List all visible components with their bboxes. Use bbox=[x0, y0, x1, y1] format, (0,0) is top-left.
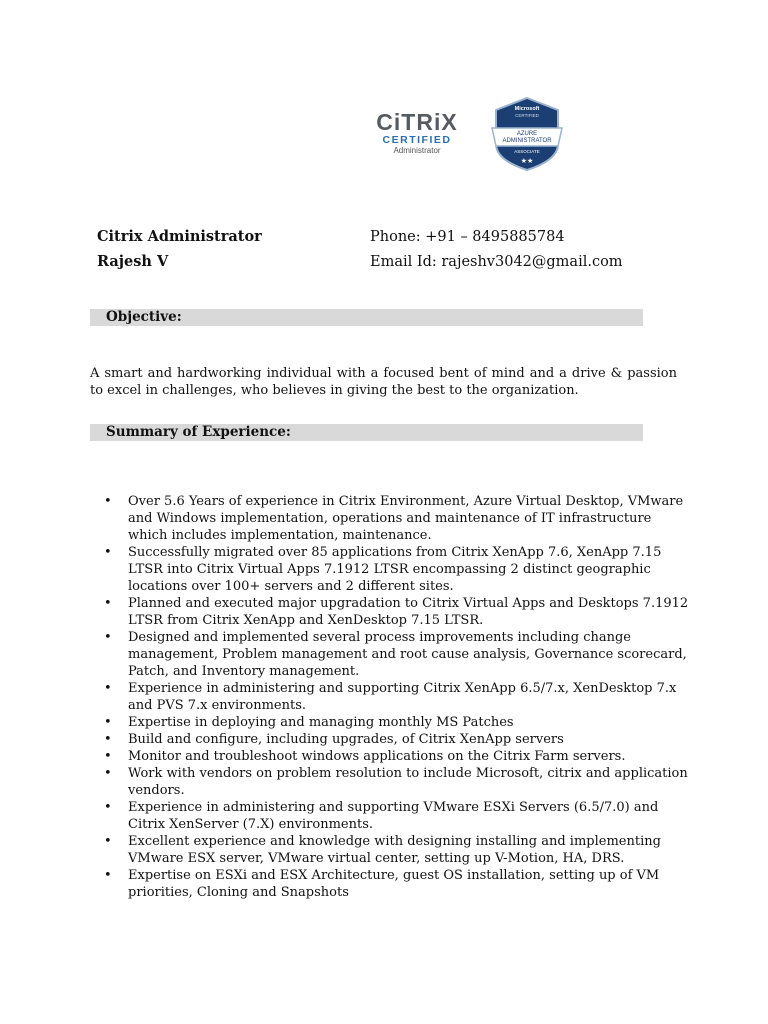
citrix-role-label: Administrator bbox=[393, 146, 441, 155]
summary-heading: Summary of Experience: bbox=[106, 424, 291, 440]
svg-text:CERTIFIED: CERTIFIED bbox=[515, 113, 539, 118]
bullet-icon: • bbox=[104, 800, 112, 815]
bullet-icon: • bbox=[104, 715, 112, 730]
bullet-icon: • bbox=[104, 749, 112, 764]
citrix-certified-label: CERTIFIED bbox=[382, 134, 452, 146]
bullet-icon: • bbox=[104, 834, 112, 849]
list-item: • Expertise in deploying and managing monthly MS Patches bbox=[104, 715, 514, 730]
list-item: • Successfully migrated over 85 applications from Citrix XenApp 7.6, XenApp 7.15 LTSR into Citrix Virtual Apps 7.1912 LTSR encompassing 2 distinct geographic locations over 100+ servers and 2 different sites. bbox=[104, 545, 662, 594]
svg-text:AZURE: AZURE bbox=[516, 131, 538, 137]
list-item: • Monitor and troubleshoot windows applications on the Citrix Farm servers. bbox=[104, 749, 626, 764]
bullet-icon: • bbox=[104, 868, 112, 883]
objective-section-bar bbox=[90, 309, 643, 326]
list-item: • Build and configure, including upgrades, of Citrix XenApp servers bbox=[104, 732, 564, 747]
azure-administrator-badge-icon bbox=[490, 96, 564, 172]
list-item: • Excellent experience and knowledge with designing installing and implementing VMware ESX server, VMware virtual center, setting up V-Motion, HA, DRS. bbox=[104, 834, 661, 866]
phone-number: Phone: +91 – 8495885784 bbox=[370, 229, 565, 245]
list-item: • Experience in administering and supporting Citrix XenApp 6.5/7.x, XenDesktop 7.x and PVS 7.x environments. bbox=[104, 681, 677, 713]
bullet-icon: • bbox=[104, 766, 112, 781]
job-title: Citrix Administrator bbox=[97, 228, 262, 245]
bullet-icon: • bbox=[104, 630, 112, 645]
bullet-icon: • bbox=[104, 494, 112, 509]
objective-text: A smart and hardworking individual with a focused bent of mind and a drive & passion to excel in challenges, who believes in giving the best to the organization. bbox=[90, 366, 677, 398]
certification-logos bbox=[370, 94, 570, 174]
summary-section-bar bbox=[90, 424, 643, 441]
list-item: • Work with vendors on problem resolution to include Microsoft, citrix and application vendors. bbox=[104, 766, 688, 798]
candidate-name: Rajesh V bbox=[97, 253, 169, 270]
list-item: • Designed and implemented several process improvements including change management, Problem management and root cause analysis, Governance scorecard, Patch, and Inventory management. bbox=[104, 630, 687, 679]
objective-heading: Objective: bbox=[106, 309, 182, 325]
svg-text:ADMINISTRATOR: ADMINISTRATOR bbox=[502, 138, 552, 144]
list-item: • Experience in administering and supporting VMware ESXi Servers (6.5/7.0) and Citrix XenServer (7.X) environments. bbox=[104, 800, 659, 832]
experience-list bbox=[90, 493, 690, 901]
bullet-icon: • bbox=[104, 596, 112, 611]
svg-text:ASSOCIATE: ASSOCIATE bbox=[514, 149, 540, 154]
svg-text:Microsoft: Microsoft bbox=[514, 106, 540, 112]
bullet-icon: • bbox=[104, 732, 112, 747]
citrix-certified-logo bbox=[376, 110, 458, 156]
bullet-icon: • bbox=[104, 545, 112, 560]
bullet-icon: • bbox=[104, 681, 112, 696]
list-item: • Planned and executed major upgradation to Citrix Virtual Apps and Desktops 7.1912 LTSR from Citrix XenApp and XenDesktop 7.15 LTSR. bbox=[104, 596, 689, 628]
email-address: Email Id: rajeshv3042@gmail.com bbox=[370, 254, 623, 270]
list-item: • Expertise on ESXi and ESX Architecture, guest OS installation, setting up of VM priorities, Cloning and Snapshots bbox=[104, 868, 660, 900]
svg-text:★★: ★★ bbox=[520, 157, 534, 165]
citrix-wordmark: CiTRiX bbox=[376, 109, 458, 135]
list-item: • Over 5.6 Years of experience in Citrix Environment, Azure Virtual Desktop, VMware and Windows implementation, operations and maintenance of IT infrastructure which includes implementation, maintenance. bbox=[104, 494, 684, 543]
